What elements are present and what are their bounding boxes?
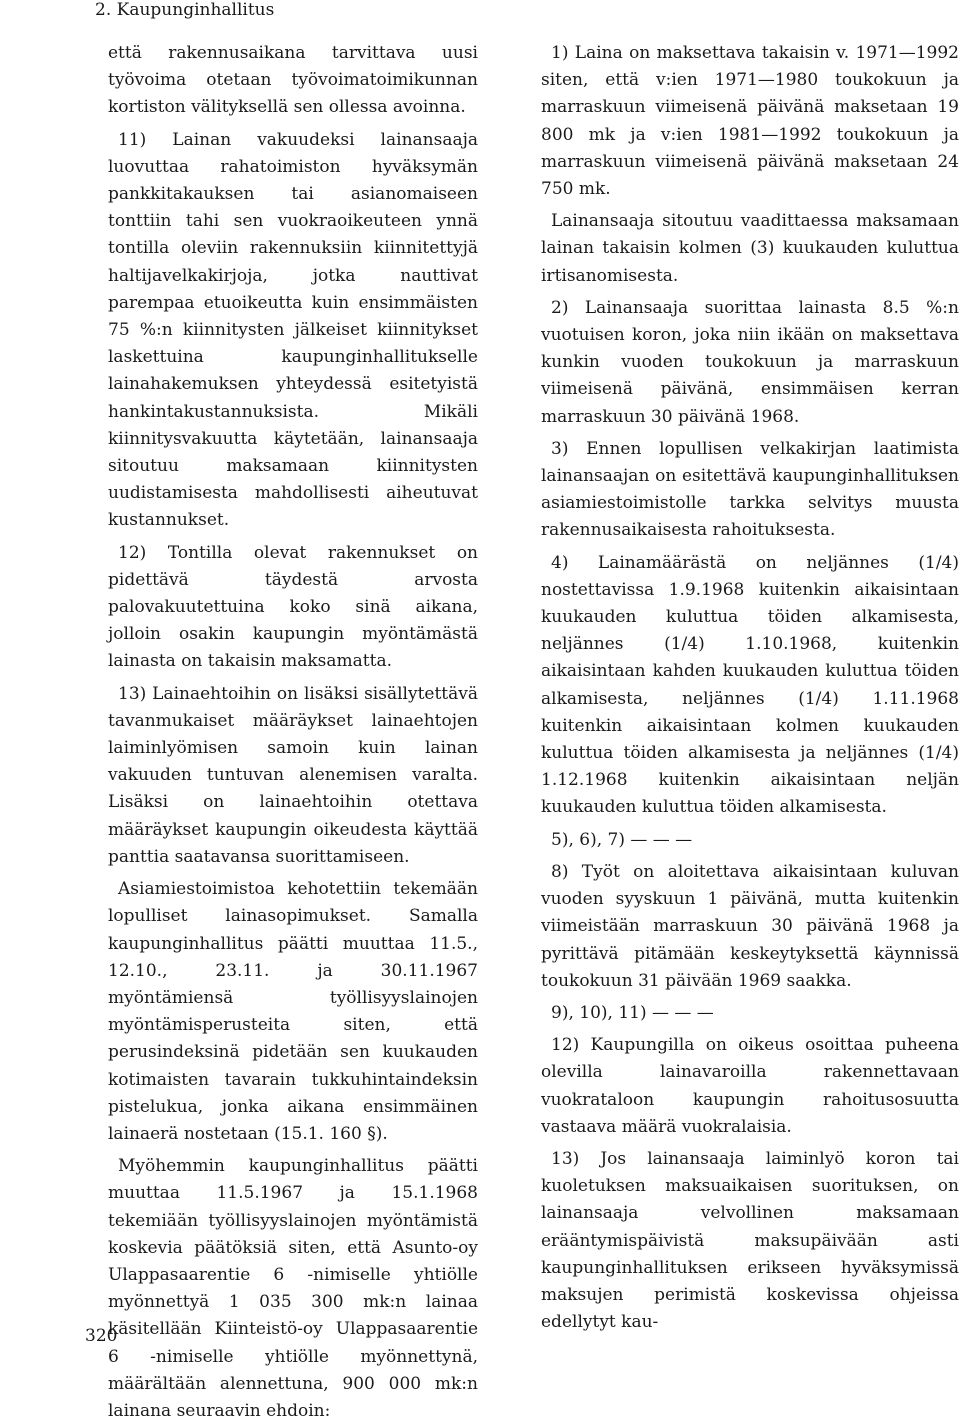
paragraph: 8) Työt on aloitettava aikaisintaan kuluvan vuoden syyskuun 1 päivänä, mutta kuitenkin viimeistään marraskuun 30 päivänä 1968 ja pyrittävä pitämään keskeytyksettä käynnissä toukokuun 31 päivään 1969 saakka. xyxy=(541,861,959,991)
paragraph: 9), 10), 11) — — — xyxy=(551,1002,714,1023)
paragraph: Myöhemmin kaupunginhallitus päätti muuttaa 11.5.1967 ja 15.1.1968 tekemiään työllisyyslainojen myöntämistä koskevia päätöksiä siten, että Asunto-oy Ulappasaarentie 6 -nimiselle yhtiölle myönnettyä 1 035 300 mk:n lainaa käsitellään Kiinteistö-oy Ulappasaarentie 6 -nimiselle yhtiölle myönnettynä, määrältään alennettuna, 900 000 mk:n lainana seuraavin ehdoin: xyxy=(108,1156,478,1421)
paragraph: Lainansaaja sitoutuu vaadittaessa maksamaan lainan takaisin kolmen (3) kuukauden kuluttua irtisanomisesta. xyxy=(541,211,959,286)
page-number: 320 xyxy=(85,1326,118,1346)
paragraph: 13) Jos lainansaaja laiminlyö koron tai kuoletuksen maksuaikaisen suorituksen, on lainansaaja velvollinen maksamaan erääntymispäivistä maksupäivään asti kaupunginhallituksen erikseen hyväksymissä maksujen perimistä koskevissa ohjeissa edellytyt kau- xyxy=(541,1148,959,1333)
paragraph: 11) Lainan vakuudeksi lainansaaja luovuttaa rahatoimiston hyväksymän pankkitakauksen tai asianomaiseen tonttiin tahi sen vuokraoikeuteen ynnä tontilla oleviin rakennuksiin kiinnitettyjä haltijavelkakirjoja, jotka nauttivat parempaa etuoikeutta kuin ensimmäisten 75 %:n kiinnitysten jälkeiset kiinnitykset laskettuina kaupunginhallitukselle lainahakemuksen yhteydessä esitetyistä hankintakustannuksista. Mikäli kiinnitysvakuutta käytetään, lainansaaja sitoutuu maksamaan kiinnitysten uudistamisesta mahdollisesti aiheutuvat kustannukset. xyxy=(108,129,478,531)
paragraph: 4) Lainamäärästä on neljännes (1/4) nostettavissa 1.9.1968 kuitenkin aikaisintaan kuukauden kuluttua töiden alkamisesta, neljännes (1/4) 1.10.1968, kuitenkin aikaisintaan kahden kuukauden kuluttua töiden alkamisesta, neljännes (1/4) 1.11.1968 kuitenkin aikaisintaan kolmen kuukauden kuluttua töiden alkamisesta ja neljännes (1/4) 1.12.1968 kuitenkin aikaisintaan neljän kuukauden kuluttua töiden alkamisesta. xyxy=(541,552,959,818)
paragraph: 12) Kaupungilla on oikeus osoittaa puheena olevilla lainavaroilla rakennettavaan vuokrataloon kaupungin rahoitusosuutta vastaava määrä vuokralaisia. xyxy=(541,1035,959,1137)
paragraph: 3) Ennen lopullisen velkakirjan laatimista lainansaajan on esitettävä kaupunginhallituksen asiamiestoimistolle tarkka selvitys muusta rakennusaikaisesta rahoituksesta. xyxy=(541,438,959,541)
running-header: 2. Kaupunginhallitus xyxy=(95,0,275,20)
paragraph: 1) Laina on maksettava takaisin v. 1971—1992 siten, että v:ien 1971—1980 toukokuun ja marraskuun viimeisenä päivänä maksetaan 19 800 mk ja v:ien 1981—1992 toukokuun ja marraskuun viimeisenä päivänä maksetaan 24 750 mk. xyxy=(541,43,959,200)
left-column xyxy=(108,40,478,1425)
paragraph: 12) Tontilla olevat rakennukset on pidettävä täydestä arvosta palovakuutettuina koko sinä aikana, jolloin osakin kaupungin myöntämästä lainasta on takaisin maksamatta. xyxy=(108,542,478,672)
paragraph: 5), 6), 7) — — — xyxy=(551,829,693,850)
paragraph: Asiamiestoimistoa kehotettiin tekemään lopulliset lainasopimukset. Samalla kaupunginhallitus päätti muuttaa 11.5., 12.10., 23.11. ja 30.11.1967 myöntämiensä työllisyyslainojen myöntämisperusteita siten, että perusindeksinä pidetään sen kuukauden kotimaisten tavarain tukkuhintaindeksin pistelukua, jonka aikana ensimmäinen lainaerä nostetaan (15.1. 160 §). xyxy=(108,879,478,1144)
paragraph: 2) Lainansaaja suorittaa lainasta 8.5 %:n vuotuisen koron, joka niin ikään on maksettava kunkin vuoden toukokuun ja marraskuun viimeisenä päivänä, ensimmäisen kerran marraskuun 30 päivänä 1968. xyxy=(541,297,959,427)
paragraph: 13) Lainaehtoihin on lisäksi sisällytettävä tavanmukaiset määräykset lainaehtojen laiminlyömisen samoin kuin lainan vakuuden tuntuvan alenemisen varalta. Lisäksi on lainaehtoihin otettava määräykset kaupungin oikeudesta käyttää panttia saatavansa suorittamiseen. xyxy=(108,683,478,867)
paragraph: että rakennusaikana tarvittava uusi työvoima otetaan työvoimatoimikunnan kortiston välityksellä sen ollessa avoinna. xyxy=(108,43,478,118)
right-column xyxy=(541,40,959,1336)
